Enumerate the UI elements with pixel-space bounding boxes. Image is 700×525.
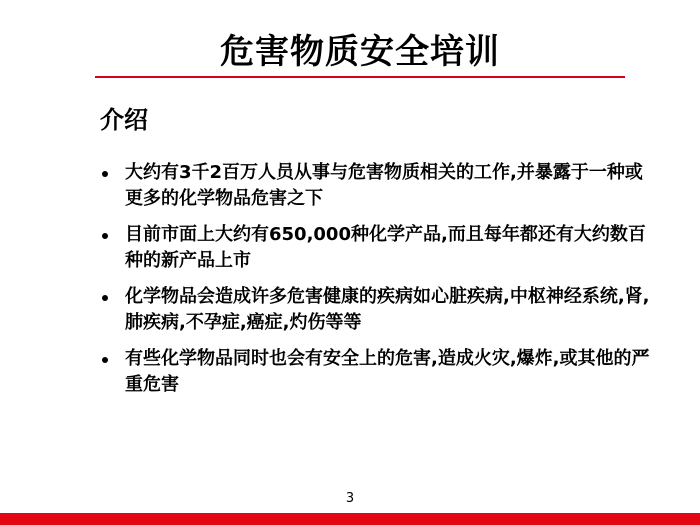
bullet-item: [98, 160, 658, 212]
title-divider: [95, 76, 625, 78]
bullet-dot-icon: [102, 357, 108, 363]
page-number: 3: [345, 491, 355, 506]
bullet-text: 化学物品会造成许多危害健康的疾病如心脏疾病,中枢神经系统,肾,肺疾病,不孕症,癌症,灼伤等等: [125, 286, 650, 333]
bullet-list: [98, 160, 658, 408]
bullet-text: 目前市面上大约有650,000种化学产品,而且每年都还有大约数百种的新产品上市: [125, 224, 646, 271]
bullet-item: [98, 346, 658, 398]
bullet-item: [98, 222, 658, 274]
bullet-item: [98, 284, 658, 336]
bullet-text: 大约有3千2百万人员从事与危害物质相关的工作,并暴露于一种或更多的化学物品危害之下: [125, 162, 643, 209]
bullet-dot-icon: [102, 295, 108, 301]
bullet-dot-icon: [102, 233, 108, 239]
bottom-accent-bar: [0, 513, 700, 525]
bullet-text: 有些化学物品同时也会有安全上的危害,造成火灾,爆炸,或其他的严重危害: [125, 348, 650, 395]
slide-subtitle: 介绍: [100, 106, 148, 134]
bullet-dot-icon: [102, 171, 108, 177]
slide-title: 危害物质安全培训: [220, 32, 500, 72]
